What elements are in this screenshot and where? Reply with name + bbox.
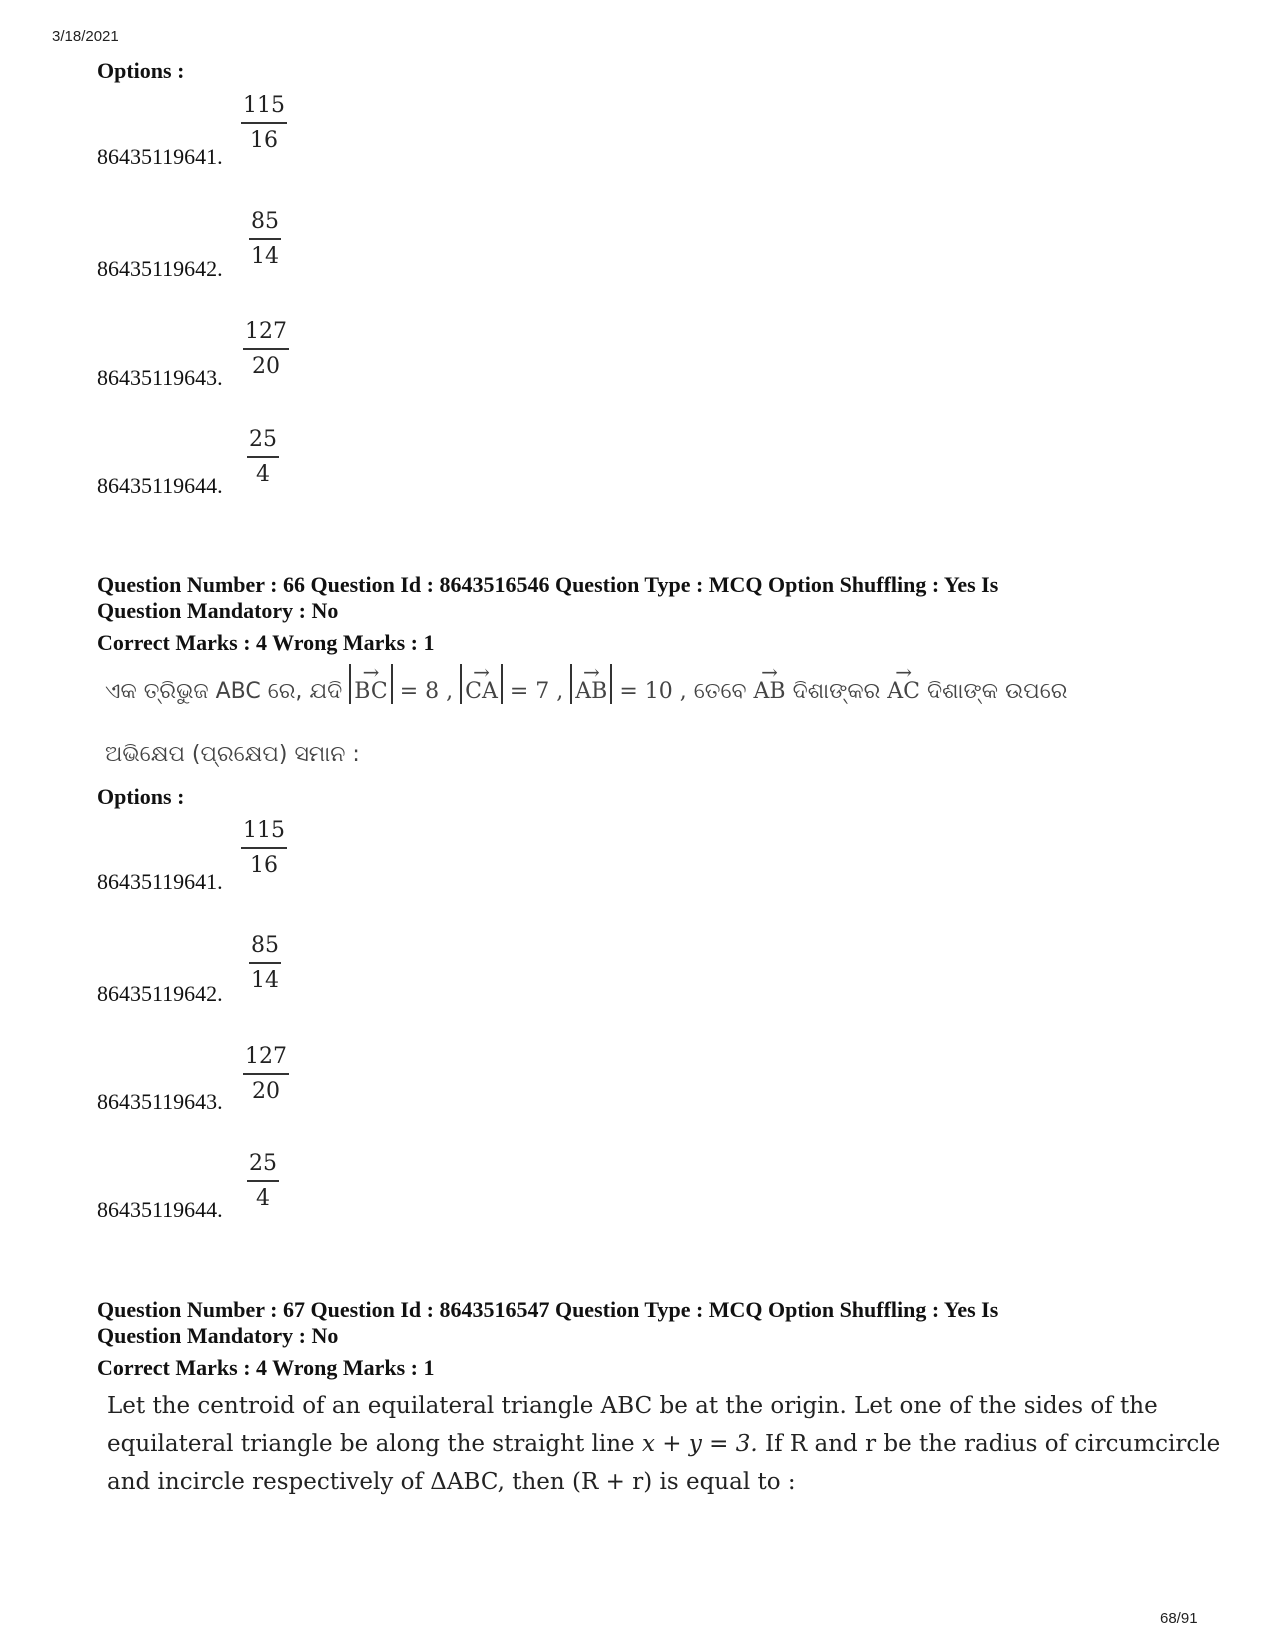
option-id: 86435119642. bbox=[97, 981, 223, 1006]
vector-label: CA bbox=[465, 679, 498, 704]
q66-eq2: = 7 , bbox=[509, 679, 564, 704]
fraction-numerator: 127 bbox=[243, 1043, 289, 1075]
option-id: 86435119644. bbox=[97, 473, 223, 498]
fraction-numerator: 115 bbox=[241, 817, 287, 849]
option-fraction bbox=[241, 92, 287, 154]
q66-question-text bbox=[105, 660, 1068, 704]
option-fraction bbox=[241, 817, 287, 879]
option-id: 86435119644. bbox=[97, 1197, 223, 1222]
option-fraction bbox=[247, 1150, 279, 1212]
q67-line2-end: If R and r be the radius of circumcircle bbox=[764, 1431, 1221, 1457]
option-id: 86435119643. bbox=[97, 365, 223, 390]
fraction-denominator: 16 bbox=[250, 128, 278, 153]
fraction-numerator: 25 bbox=[247, 426, 279, 458]
vector-ac bbox=[887, 660, 920, 704]
q67-line3: and incircle respectively of ΔABC, then (R + r) is equal to : bbox=[107, 1469, 796, 1495]
vector-ab bbox=[753, 660, 786, 704]
fraction-denominator: 14 bbox=[251, 244, 279, 269]
vector-arrow: → bbox=[362, 660, 380, 684]
fraction-numerator: 127 bbox=[243, 318, 289, 350]
page-number: 68/91 bbox=[1160, 1610, 1198, 1627]
q66-marks: Correct Marks : 4 Wrong Marks : 1 bbox=[97, 630, 435, 655]
vector-arrow: → bbox=[761, 660, 778, 684]
option-id: 86435119641. bbox=[97, 144, 223, 169]
fraction-numerator: 85 bbox=[249, 208, 281, 240]
q66-text-part4: ଦିଶାଙ୍କ ଉପରେ bbox=[926, 679, 1068, 704]
q67-line2-start: equilateral triangle be along the straight line bbox=[107, 1431, 635, 1457]
q66-eq3: = 10 , bbox=[619, 679, 687, 704]
fraction-numerator: 115 bbox=[241, 92, 287, 124]
option-id: 86435119643. bbox=[97, 1089, 223, 1114]
option-fraction bbox=[247, 426, 279, 488]
q66-question-text-line2: ଅଭିକ୍ଷେପ (ପ୍ରକ୍ଷେପ) ସମାନ : bbox=[105, 742, 360, 767]
q66-options-heading: Options : bbox=[97, 784, 185, 809]
q66-text-part1: ଏକ ତ୍ରିଭୁଜ ABC ରେ, ଯଦି bbox=[105, 679, 343, 704]
fraction-denominator: 4 bbox=[256, 462, 270, 487]
fraction-denominator: 20 bbox=[252, 1079, 280, 1104]
vector-arrow: → bbox=[895, 660, 912, 684]
option-id: 86435119641. bbox=[97, 869, 223, 894]
option-fraction bbox=[243, 318, 289, 380]
fraction-denominator: 20 bbox=[252, 354, 280, 379]
q66-text-part2: ତେବେ bbox=[693, 679, 747, 704]
fraction-numerator: 25 bbox=[247, 1150, 279, 1182]
options-heading: Options : bbox=[97, 58, 185, 83]
fraction-denominator: 14 bbox=[251, 968, 279, 993]
fraction-numerator: 85 bbox=[249, 932, 281, 964]
option-fraction bbox=[249, 208, 281, 270]
vector-ca-magnitude bbox=[460, 660, 503, 704]
fraction-denominator: 4 bbox=[256, 1186, 270, 1211]
q67-header-line1: Question Number : 67 Question Id : 8643516547 Question Type : MCQ Option Shuffling : Yes Is bbox=[97, 1297, 999, 1322]
q67-equation: x + y = 3. bbox=[641, 1431, 758, 1457]
q67-marks: Correct Marks : 4 Wrong Marks : 1 bbox=[97, 1355, 435, 1380]
option-fraction bbox=[243, 1043, 289, 1105]
vector-bc-magnitude bbox=[349, 660, 392, 704]
q66-header-line1: Question Number : 66 Question Id : 8643516546 Question Type : MCQ Option Shuffling : Yes Is bbox=[97, 572, 999, 597]
q66-text-part3: ଦିଶାଙ୍କର bbox=[792, 679, 881, 704]
option-id: 86435119642. bbox=[97, 256, 223, 281]
fraction-denominator: 16 bbox=[250, 853, 278, 878]
vector-label: BC bbox=[354, 679, 388, 704]
vector-arrow: → bbox=[582, 660, 600, 684]
option-fraction bbox=[249, 932, 281, 994]
q67-line2 bbox=[107, 1425, 1220, 1463]
vector-label: AB bbox=[575, 679, 608, 704]
q66-header-line2: Question Mandatory : No bbox=[97, 598, 339, 623]
q67-header-line2: Question Mandatory : No bbox=[97, 1323, 339, 1348]
vector-label: AC bbox=[887, 679, 920, 704]
q67-line1: Let the centroid of an equilateral triangle ABC be at the origin. Let one of the sides of the bbox=[107, 1393, 1158, 1419]
print-date: 3/18/2021 bbox=[52, 28, 119, 45]
q66-eq1: = 8 , bbox=[399, 679, 454, 704]
vector-ab-magnitude bbox=[570, 660, 612, 704]
vector-arrow: → bbox=[473, 660, 490, 684]
vector-label: AB bbox=[753, 679, 786, 704]
